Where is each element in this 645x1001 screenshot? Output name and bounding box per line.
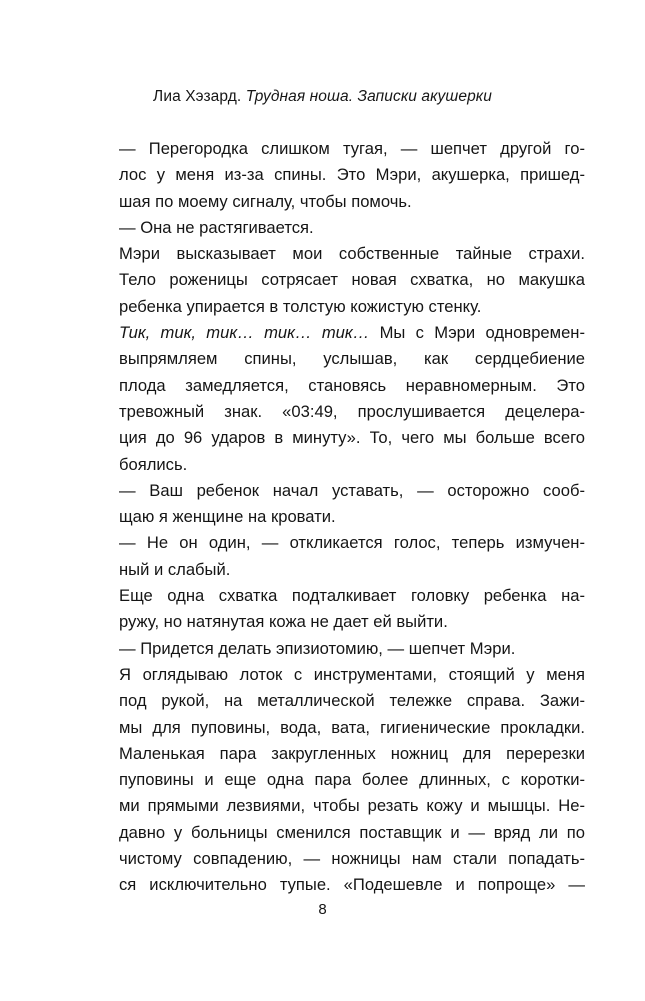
text-line: ружу, но натянутая кожа не дает ей выйти.: [119, 612, 448, 632]
text-line-mixed: [119, 320, 585, 346]
page-number: 8: [318, 901, 327, 918]
text-line: плода замедляется, становясь неравномерным. Это: [119, 375, 585, 395]
text-line: — Ваш ребенок начал уставать, — осторожно сооб-: [119, 480, 585, 500]
text-line: ся исключительно тупые. «Подешевле и попроще» —: [119, 875, 585, 895]
text-line: ребенка упирается в толстую кожистую стенку.: [119, 296, 482, 316]
text-line: ми прямыми лезвиями, чтобы резать кожу и мышцы. Не-: [119, 796, 585, 816]
text-line: Еще одна схватка подталкивает головку ребенка на-: [119, 586, 585, 606]
text-line: чистому совпадению, — ножницы нам стали попадать-: [119, 849, 585, 869]
text-line: лос у меня из-за спины. Это Мэри, акушерка, пришед-: [119, 165, 585, 185]
text-line: мы для пуповины, вода, вата, гигиенические прокладки.: [119, 717, 585, 737]
text-line: пуповины и еще одна пара более длинных, с коротки-: [119, 770, 585, 790]
text-line: — Перегородка слишком тугая, — шепчет другой го-: [119, 139, 585, 158]
text-line: — Придется делать эпизиотомию, — шепчет Мэри.: [119, 638, 516, 658]
text-line: — Она не растягивается.: [119, 217, 314, 237]
running-head: [0, 88, 645, 106]
text-line: ный и слабый.: [119, 559, 231, 579]
text-line: Я оглядываю лоток с инструментами, стоящий у меня: [119, 664, 585, 684]
text-line: — Не он один, — откликается голос, теперь измучен-: [119, 533, 585, 553]
text-line: щаю я женщине на кровати.: [119, 507, 336, 527]
text-line: шая по моему сигналу, чтобы помочь.: [119, 191, 412, 211]
text-line: под рукой, на металлической тележке справа. Зажи-: [119, 691, 585, 711]
text-line: [119, 346, 585, 372]
text-line-rest: Мы с Мэри одновремен-: [379, 323, 585, 343]
text-line: ция до 96 ударов в минуту». То, чего мы больше всего: [119, 428, 585, 448]
running-head-title: Трудная ноша. Записки акушерки: [245, 88, 492, 105]
text-line: боялись.: [119, 454, 188, 474]
text-line: давно у больницы сменился поставщик и — вряд ли по: [119, 822, 585, 842]
text-line: Маленькая пара закругленных ножниц для перерезки: [119, 743, 585, 763]
italic-sound-text: Тик, тик, тик… тик… тик…: [119, 323, 370, 343]
text-line: тревожный знак. «03:49, прослушивается децелера-: [119, 401, 585, 421]
body-text: [119, 136, 585, 899]
text-line-part: выпрямляем спины, услышав, как сердцебиение: [119, 349, 585, 369]
text-line: Мэри высказывает мои собственные тайные страхи.: [119, 244, 585, 264]
text-line: Тело роженицы сотрясает новая схватка, но макушка: [119, 270, 585, 290]
running-head-author: Лиа Хэзард.: [153, 88, 242, 105]
